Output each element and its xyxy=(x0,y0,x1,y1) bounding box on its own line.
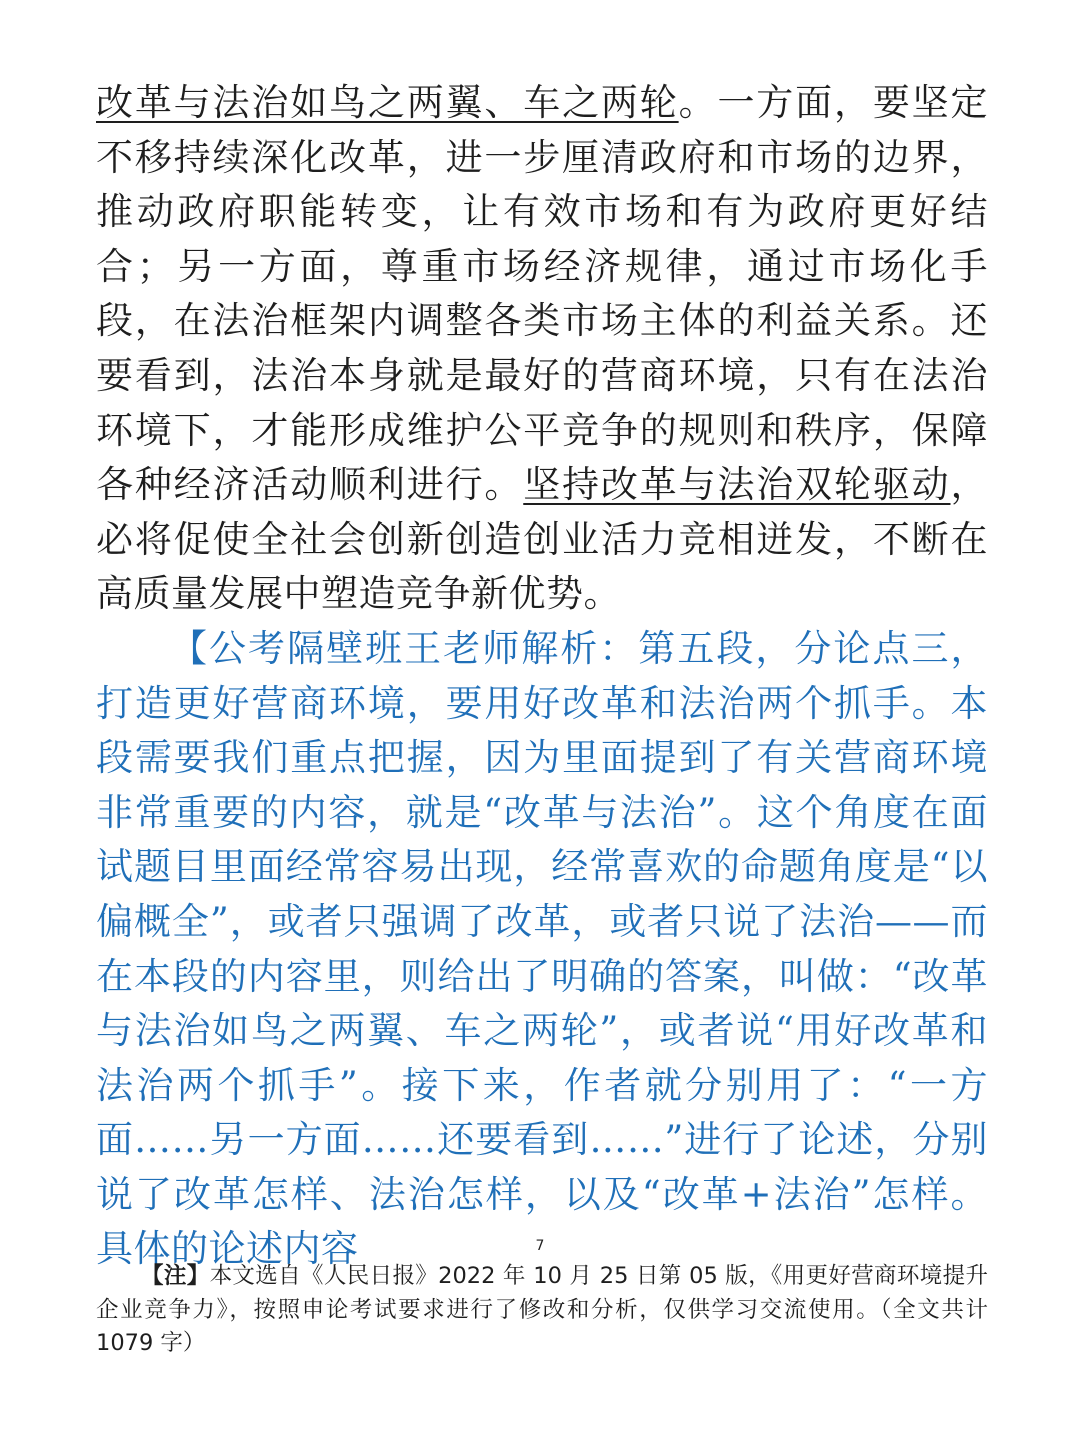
paragraph-text-part-2: ，必将促使全社会创新创造创业活力竞相迸发，不断在高质量发展中塑造竞争新优势。 xyxy=(96,463,988,616)
footnote-label: 【注】 xyxy=(141,1263,210,1289)
underlined-phrase-wings-wheels: 改革与法治如鸟之两翼、车之两轮 xyxy=(96,81,679,124)
teacher-analysis-paragraph: 【公考隔壁班王老师解析：第五段，分论点三，打造更好营商环境，要用好改革和法治两个抓手。本段需要我们重点把握，因为里面提到了有关营商环境非常重要的内容，就是“改革与法治”。这个角度在面试题目里面经常容易出现，经常喜欢的命题角度是“以偏概全”，或者只强调了改革，或者只说了法治——而在本段的内容里，则给出了明确的答案，叫做：“改革与法治如鸟之两翼、车之两轮”，或者说“用好改革和法治两个抓手”。接下来，作者就分别用了：“一方面……另一方面……还要看到……”进行了论述，分别说了改革怎样、法治怎样，以及“改革+法治”怎样。具体的论述内容 xyxy=(96,626,988,1271)
page-number: 7 xyxy=(535,1238,545,1254)
underlined-phrase-dual-drive: 坚持改革与法治双轮驱动 xyxy=(523,463,951,507)
paragraph-text-part-1: 。一方面，要坚定不移持续深化改革，进一步厘清政府和市场的边界，推动政府职能转变，让有效市场和有为政府更好结合；另一方面，尊重市场经济规律，通过市场化手段，在法治框架内调整各类市场主体的利益关系。还要看到，法治本身就是最好的营商环境，只有在法治环境下，才能形成维护公平竞争的规则和秩序，保障各种经济活动顺利进行。 xyxy=(96,81,989,507)
source-footnote xyxy=(96,1260,988,1361)
document-body xyxy=(96,76,988,1277)
footnote-text: 本文选自《人民日报》2022 年 10 月 25 日第 05 版，《用更好营商环境提升企业竞争力》，按照申论考试要求进行了修改和分析，仅供学习交流使用。（全文共计 1079 字） xyxy=(96,1263,988,1356)
article-paragraph xyxy=(96,76,988,622)
